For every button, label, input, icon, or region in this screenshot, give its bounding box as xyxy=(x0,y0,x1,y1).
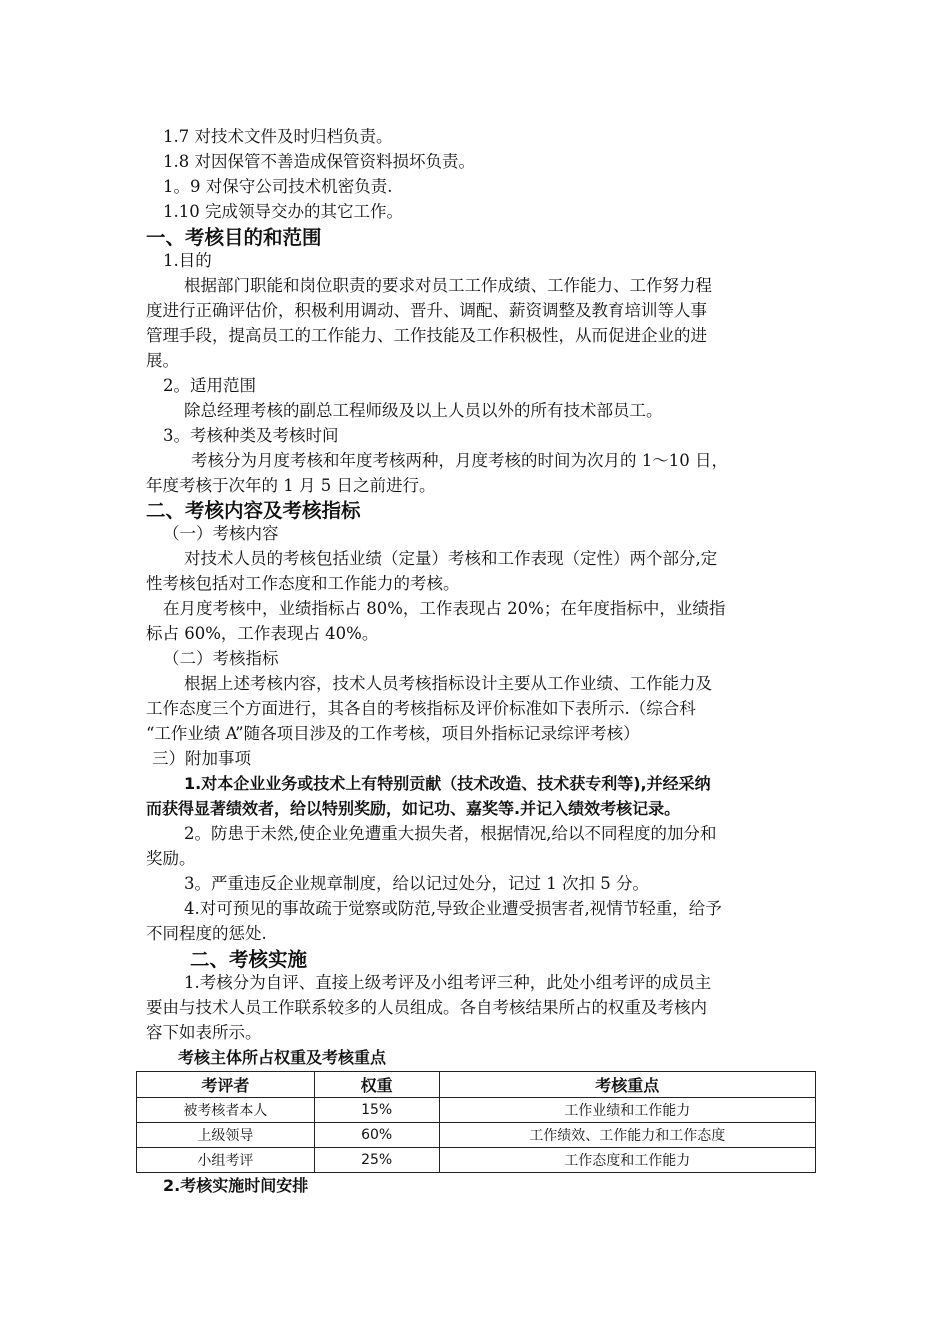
paragraph-line: 年度考核于次年的 1 月 5 日之前进行。 xyxy=(146,476,436,495)
paragraph-line: 容下如表所示。 xyxy=(146,1023,262,1042)
paragraph-line: 考核分为月度考核和年度考核两种，月度考核的时间为次月的 1～10 日， xyxy=(191,451,728,470)
duty-1-9: 1。9 对保守公司技术机密负责. xyxy=(163,177,393,196)
table-header-cell: 权重 xyxy=(314,1072,439,1098)
paragraph-line: 根据部门职能和岗位职责的要求对员工工作成绩、工作能力、工作努力程 xyxy=(184,276,712,295)
table-cell: 15% xyxy=(314,1098,439,1123)
paragraph-line: 根据上述考核内容，技术人员考核指标设计主要从工作业绩、工作能力及 xyxy=(184,674,712,693)
paragraph-line: 奖励。 xyxy=(146,849,196,868)
paragraph-line: “工作业绩 A”随各项目涉及的工作考核，项目外指标记录综评考核） xyxy=(146,724,640,743)
table-cell: 工作绩效、工作能力和工作态度 xyxy=(439,1123,815,1148)
section-heading-content-indicators: 二、考核内容及考核指标 xyxy=(146,499,361,522)
paragraph-line: 管理手段，提高员工的工作能力、工作技能及工作积极性，从而促进企业的进 xyxy=(146,326,707,345)
section-heading-purpose-scope: 一、考核目的和范围 xyxy=(146,226,322,249)
duty-1-10: 1.10 完成领导交办的其它工作。 xyxy=(163,202,403,221)
subheading-additional: 三）附加事项 xyxy=(152,749,251,768)
paragraph-line: 3。严重违反企业规章制度，给以记过处分，记过 1 次扣 5 分。 xyxy=(184,874,649,893)
paragraph-line: 4.对可预见的事故疏于觉察或防范,导致企业遭受损害者,视情节轻重，给予 xyxy=(184,899,722,918)
table-cell: 被考核者本人 xyxy=(137,1098,315,1123)
table-row xyxy=(137,1098,816,1123)
table-cell: 上级领导 xyxy=(137,1123,315,1148)
paragraph-line: 1.对本企业业务或技术上有特别贡献（技术改造、技术获专利等),并经采纳 xyxy=(184,774,711,793)
subheading-indicators: （二）考核指标 xyxy=(163,649,279,668)
table-cell: 小组考评 xyxy=(137,1148,315,1173)
duty-1-8: 1.8 对因保管不善造成保管资料损坏负责。 xyxy=(163,152,475,171)
paragraph-line: 要由与技术人员工作联系较多的人员组成。各自考核结果所占的权重及考核内 xyxy=(146,998,707,1017)
section-heading-implementation: 二、考核实施 xyxy=(190,948,308,971)
subheading-content: （一）考核内容 xyxy=(163,524,279,543)
table-cell: 工作态度和工作能力 xyxy=(439,1148,815,1173)
paragraph-line: 工作态度三个方面进行，其各自的考核指标及评价标准如下表所示.（综合科 xyxy=(146,699,696,718)
paragraph-line: 而获得显著绩效者，给以特别奖励，如记功、嘉奖等.并记入绩效考核记录。 xyxy=(146,799,681,818)
subheading-schedule: 2.考核实施时间安排 xyxy=(163,1176,309,1195)
table-row xyxy=(137,1123,816,1148)
paragraph-line: 除总经理考核的副总工程师级及以上人员以外的所有技术部员工。 xyxy=(184,401,663,420)
table-cell: 60% xyxy=(314,1123,439,1148)
table-row xyxy=(137,1148,816,1173)
paragraph-line: 在月度考核中，业绩指标占 80%，工作表现占 20%；在年度指标中，业绩指 xyxy=(163,599,726,618)
subheading-scope: 2。适用范围 xyxy=(163,376,256,395)
table-caption: 考核主体所占权重及考核重点 xyxy=(178,1048,387,1067)
paragraph-line: 展。 xyxy=(146,351,179,370)
paragraph-line: 不同程度的惩处. xyxy=(146,924,267,943)
paragraph-line: 对技术人员的考核包括业绩（定量）考核和工作表现（定性）两个部分,定 xyxy=(184,549,718,568)
weight-table xyxy=(136,1071,816,1173)
paragraph-line: 2。防患于未然,使企业免遭重大损失者，根据情况,给以不同程度的加分和 xyxy=(184,824,717,843)
table-cell: 工作业绩和工作能力 xyxy=(439,1098,815,1123)
table-cell: 25% xyxy=(314,1148,439,1173)
duty-1-7: 1.7 对技术文件及时归档负责。 xyxy=(163,127,393,146)
table-header-row xyxy=(137,1072,816,1098)
paragraph-line: 度进行正确评估价，积极利用调动、晋升、调配、薪资调整及教育培训等人事 xyxy=(146,301,707,320)
paragraph-line: 标占 60%，工作表现占 40%。 xyxy=(146,624,379,643)
subheading-purpose: 1.目的 xyxy=(163,251,212,270)
paragraph-line: 性考核包括对工作态度和工作能力的考核。 xyxy=(146,574,460,593)
subheading-types-time: 3。考核种类及考核时间 xyxy=(163,426,339,445)
paragraph-line: 1.考核分为自评、直接上级考评及小组考评三种，此处小组考评的成员主 xyxy=(184,973,712,992)
table-header-cell: 考评者 xyxy=(137,1072,315,1098)
table-header-cell: 考核重点 xyxy=(439,1072,815,1098)
